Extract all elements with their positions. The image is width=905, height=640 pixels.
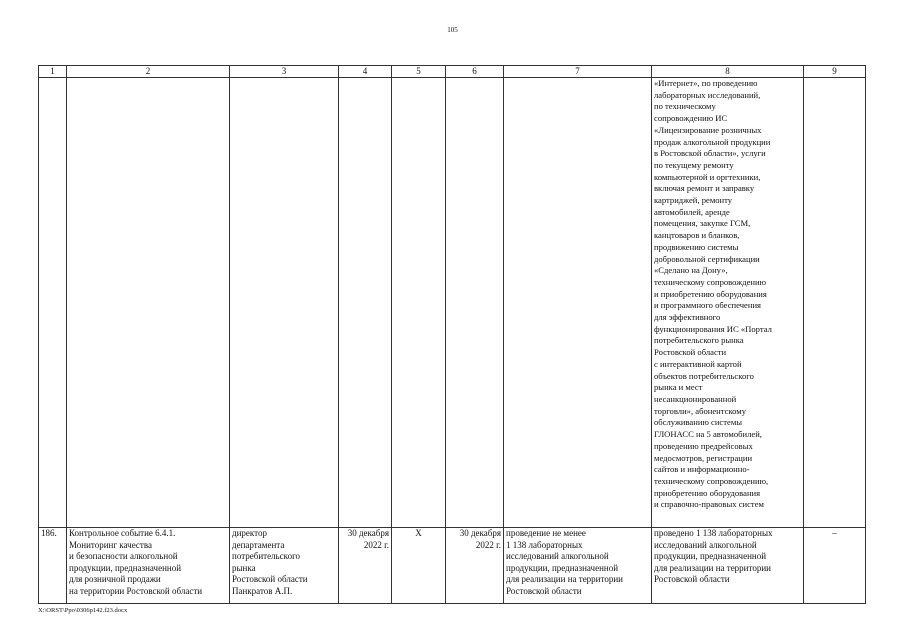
- empty-cell: [67, 78, 230, 528]
- report-table: [38, 65, 866, 604]
- column-header-5: 5: [392, 66, 446, 78]
- page-number: 105: [447, 26, 458, 34]
- table-row: [39, 78, 866, 528]
- empty-cell: [804, 78, 866, 528]
- column-header-2: 2: [67, 66, 230, 78]
- empty-cell: [39, 78, 67, 528]
- actual-result: проведено 1 138 лабораторных исследований алкогольной продукции, предназначенной для реализации на территории Ростовской области: [652, 528, 804, 604]
- empty-cell: [339, 78, 392, 528]
- column-header-3: 3: [230, 66, 339, 78]
- column-header-7: 7: [504, 66, 652, 78]
- actual-date: 30 декабря 2022 г.: [446, 528, 504, 604]
- column-header-8: 8: [652, 66, 804, 78]
- column-header-1: 1: [39, 66, 67, 78]
- row-number: 186.: [39, 528, 67, 604]
- column-9-value: –: [804, 528, 866, 604]
- responsible-person: директор департамента потребительского рынка Ростовской области Панкратов А.П.: [230, 528, 339, 604]
- empty-cell: [504, 78, 652, 528]
- column-5-value: Х: [392, 528, 446, 604]
- actual-result-continued: «Интернет», по проведению лабораторных исследований, по техническому сопровождению ИС «Лицензирование розничных продаж алкогольной продукции в Ростовской области», услуги по текущему ремонту компьютерной и оргтехники, включая ремонт и заправку картриджей, ремонту автомобилей, аренде помещения, закупке ГСМ, канцтоваров и бланков, продвижению системы добровольной сертификации «Сделано на Дону», техническому сопровождению и приобретению оборудования и программного обеспечения для эффективного функционирования ИС «Портал потребительского рынка Ростовской области с интерактивной картой объектов потребительского рынка и мест несанкционированной торговли», абонентскому обслуживанию системы ГЛОНАСС на 5 автомобилей, проведению предрейсовых медосмотров, регистрации сайтов и информационно- техническому сопровождению, приобретению оборудования и справочно-правовых систем: [652, 78, 804, 528]
- column-header-4: 4: [339, 66, 392, 78]
- column-header-9: 9: [804, 66, 866, 78]
- empty-cell: [446, 78, 504, 528]
- empty-cell: [230, 78, 339, 528]
- planned-result: проведение не менее 1 138 лабораторных исследований алкогольной продукции, предназначенной для реализации на территории Ростовской области: [504, 528, 652, 604]
- file-path-footer: X:\ORST\Ppo\0306p142.f23.docx: [38, 607, 128, 614]
- table-row: [39, 528, 866, 604]
- empty-cell: [392, 78, 446, 528]
- header-row: [39, 66, 866, 78]
- column-header-6: 6: [446, 66, 504, 78]
- planned-date: 30 декабря 2022 г.: [339, 528, 392, 604]
- control-event: Контрольное событие 6.4.1. Мониторинг качества и безопасности алкогольной продукции, предназначенной для розничной продажи на территории Ростовской области: [67, 528, 230, 604]
